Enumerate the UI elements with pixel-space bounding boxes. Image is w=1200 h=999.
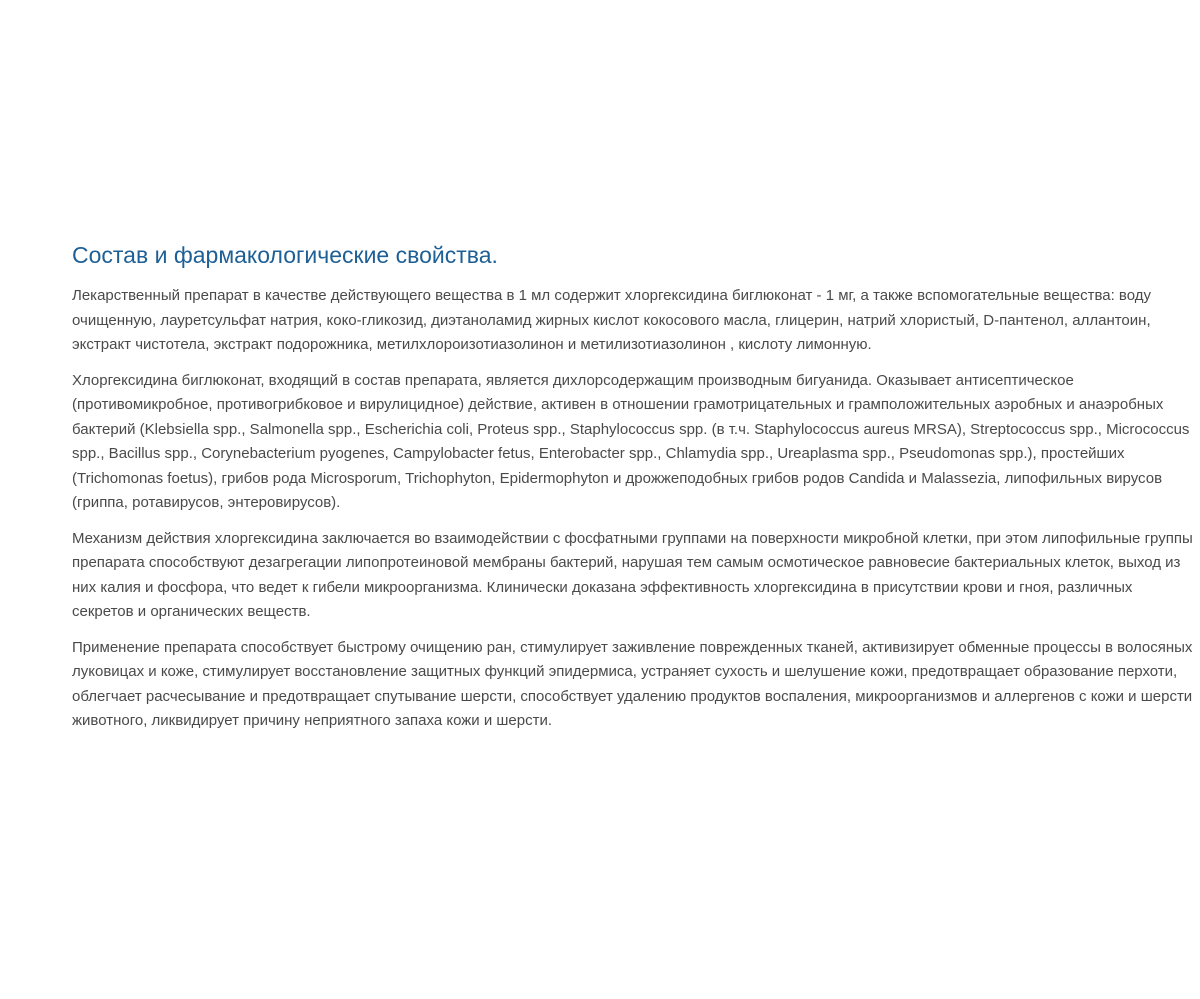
paragraph-application-effects: Применение препарата способствует быстрому очищению ран, стимулирует заживление поврежденных тканей, активизирует обменные процессы в волосяных луковицах и коже, стимулирует восстановление защитных функций эпидермиса, устраняет сухость и шелушение кожи, предотвращает образование перхоти, облегчает расчесывание и предотвращает спутывание шерсти, способствует удалению продуктов воспаления, микроорганизмов и аллергенов с кожи и шерсти животного, ликвидирует причину неприятного запаха кожи и шерсти. (72, 638, 1193, 729)
composition-section (72, 240, 1194, 745)
paragraph-composition: Лекарственный препарат в качестве действующего вещества в 1 мл содержит хлоргексидина биглюконат - 1 мг, а также вспомогательные вещества: воду очищенную, лауретсульфат натрия, коко-гликозид, диэтаноламид жирных кислот кокосового масла, глицерин, натрий хлористый, D-пантенол, аллантоин, экстракт чистотела, экстракт подорожника, метилхлороизотиазолинон и метилизотиазолинон , кислоту лимонную. (72, 287, 1151, 353)
paragraph-antiseptic-action: Хлоргексидина биглюконат, входящий в состав препарата, является дихлорсодержащим производным бигуанида. Оказывает антисептическое (противомикробное, противогрибковое и вирулицидное) действие, активен в отношении грамотрицательных и грамположительных аэробных и анаэробных бактерий (Klebsiella spp., Salmonella spp., Escherichia coli, Proteus spp., Staphylococcus spp. (в т.ч. Staphylococcus aureus MRSA), Streptococcus spp., Micrococcus spp., Bacillus spp., Corynebacterium pyogenes, Campylobacter fetus, Enterobacter spp., Chlamydia spp., Ureaplasma spp., Pseudomonas spp.), простейших (Trichomonas foetus), грибов рода Microsporum, Trichophyton, Epidermophyton и дрожжеподобных грибов родов Candida и Malassezia, липофильных вирусов (гриппа, ротавирусов, энтеровирусов). (72, 371, 1190, 511)
paragraph-mechanism: Механизм действия хлоргексидина заключается во взаимодействии с фосфатными группами на поверхности микробной клетки, при этом липофильные группы препарата способствуют дезагрегации липопротеиновой мембраны бактерий, нарушая тем самым осмотическое равновесие бактериальных клеток, выход из них калия и фосфора, что ведет к гибели микроорганизма. Клинически доказана эффективность хлоргексидина в присутствии крови и гноя, различных секретов и органических веществ. (72, 529, 1193, 620)
section-title: Состав и фармакологические свойства. (72, 242, 498, 268)
